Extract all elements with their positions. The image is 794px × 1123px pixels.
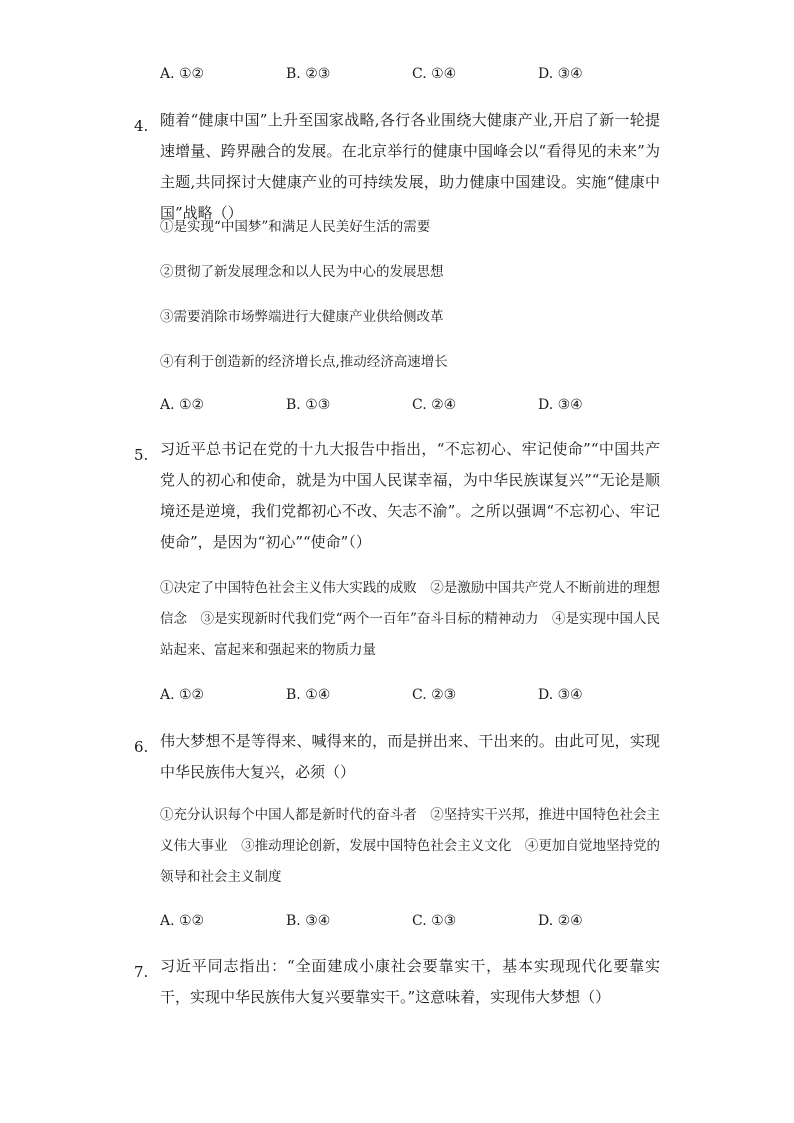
q6-option-b[interactable]: B. ③④ <box>286 913 331 929</box>
q5-statements: ①决定了中国特色社会主义伟大实践的成败 ②是激励中国共产党人不断前进的理想信念 ③是实现新时代我们党“两个一百年”奋斗目标的精神动力 ④是实现中国人民站起来、富起来和强起来的物质力量 <box>160 580 660 658</box>
q6-stem: 伟大梦想不是等得来、喊得来的，而是拼出来、干出来的。由此可见，实现中华民族伟大复兴，必须（） <box>160 732 660 781</box>
q6-statements: ①充分认识每个中国人都是新时代的奋斗者 ②坚持实干兴邦，推进中国特色社会主义伟大事业 ③推动理论创新，发展中国特色社会主义文化 ④更加自觉地坚持党的领导和社会主义制度 <box>160 807 660 885</box>
q4-option-d[interactable]: D. ③④ <box>538 397 583 413</box>
q3-options <box>160 66 680 90</box>
q7-number: 7. <box>134 963 149 981</box>
q4-stem: 随着“健康中国”上升至国家战略,各行各业围绕大健康产业,开启了新一轮提速增量、跨界融合的发展。在北京举行的健康中国峰会以“看得见的未来”为主题,共同探讨大健康产业的可持续发展，助力健康中国建设。实施“健康中国”战略（） <box>160 111 660 222</box>
q4-option-c[interactable]: C. ②④ <box>412 397 457 413</box>
q3-option-b[interactable]: B. ②③ <box>286 66 331 82</box>
q5-stem: 习近平总书记在党的十九大报告中指出，“不忘初心、牢记使命”“中国共产党人的初心和使命，就是为中国人民谋幸福，为中华民族谋复兴”“无论是顺境还是逆境，我们党都初心不改、矢志不渝”。之所以强调“不忘初心、牢记使命”，是因为“初心”“使命”（） <box>160 440 660 551</box>
q4-option-a[interactable]: A. ①② <box>160 397 205 413</box>
q3-option-c[interactable]: C. ①④ <box>412 66 457 82</box>
q5-option-b[interactable]: B. ①④ <box>286 687 331 703</box>
q4-statement-4: ④有利于创造新的经济增长点,推动经济高速增长 <box>160 354 448 370</box>
q6-number: 6. <box>134 738 149 756</box>
q5-options <box>160 687 680 711</box>
q5-option-c[interactable]: C. ②③ <box>412 687 457 703</box>
q4-options <box>160 397 680 421</box>
q5-number: 5. <box>134 446 149 464</box>
q4-number: 4. <box>134 117 149 135</box>
q6-options <box>160 913 680 937</box>
q4-option-b[interactable]: B. ①③ <box>286 397 331 413</box>
q6-option-a[interactable]: A. ①② <box>160 913 205 929</box>
q3-option-d[interactable]: D. ③④ <box>538 66 583 82</box>
q5-option-d[interactable]: D. ③④ <box>538 687 583 703</box>
q3-option-a[interactable]: A. ①② <box>160 66 205 82</box>
q7-stem: 习近平同志指出：“全面建成小康社会要靠实干，基本实现现代化要靠实干，实现中华民族伟大复兴要靠实干。”这意味着，实现伟大梦想（） <box>160 957 660 1006</box>
q4-statement-3: ③需要消除市场弊端进行大健康产业供给侧改革 <box>160 309 444 325</box>
q6-option-c[interactable]: C. ①③ <box>412 913 457 929</box>
q5-option-a[interactable]: A. ①② <box>160 687 205 703</box>
q6-option-d[interactable]: D. ②④ <box>538 913 583 929</box>
q4-statement-2: ②贯彻了新发展理念和以人民为中心的发展思想 <box>160 264 444 280</box>
q4-statement-1: ①是实现“中国梦”和满足人民美好生活的需要 <box>160 219 431 235</box>
